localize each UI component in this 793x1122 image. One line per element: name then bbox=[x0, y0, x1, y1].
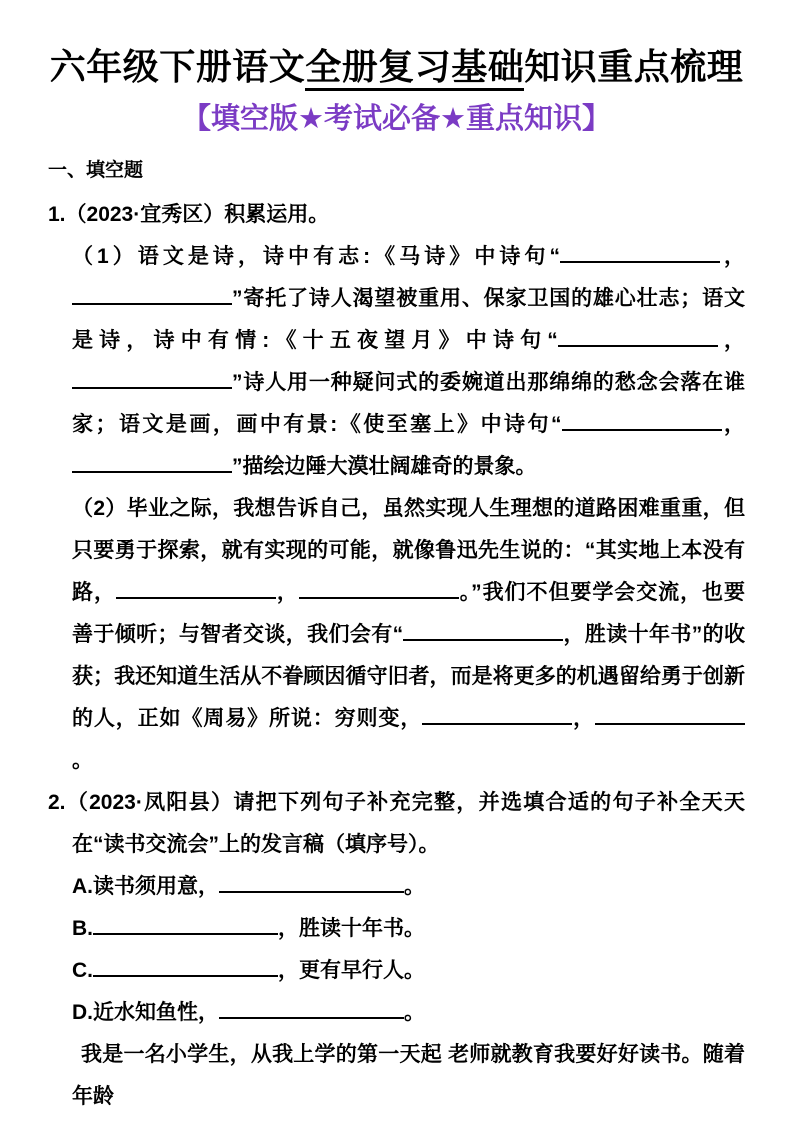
option-a bbox=[72, 866, 745, 908]
text-run: A.读书须用意， bbox=[72, 875, 219, 898]
fill-in-blank bbox=[72, 383, 232, 389]
question-1-part-2 bbox=[72, 488, 745, 782]
fill-in-blank bbox=[72, 467, 232, 473]
document-subtitle: 【填空版★考试必备★重点知识】 bbox=[182, 103, 611, 135]
fill-in-blank bbox=[595, 719, 745, 725]
text-run: 。 bbox=[72, 749, 93, 772]
title-underlined-text: 全册复习基础 bbox=[305, 46, 524, 91]
title-text-post: 知识重点梳理 bbox=[524, 46, 744, 87]
option-b bbox=[72, 908, 745, 950]
text-run: ，胜读十年书。 bbox=[278, 917, 425, 940]
text-run: （1）语文是诗，诗中有志:《马诗》中诗句“ bbox=[72, 245, 560, 268]
question-1-part-1 bbox=[72, 236, 745, 488]
fill-in-blank bbox=[116, 593, 276, 599]
fill-in-blank bbox=[562, 425, 722, 431]
document-title bbox=[48, 44, 745, 89]
fill-in-blank bbox=[403, 635, 563, 641]
fill-in-blank bbox=[560, 257, 720, 263]
fill-in-blank bbox=[422, 719, 572, 725]
closing-paragraph bbox=[72, 1034, 745, 1118]
text-run: ， bbox=[721, 413, 745, 436]
fill-in-blank bbox=[93, 971, 278, 977]
text-run: ， bbox=[717, 329, 745, 352]
text-run: ，胜读十年书”的收获；我还知道生活从不眷顾因循守旧者，而是将更多的机遇留给勇于创新的人，正如《周易》所说：穷则变， bbox=[72, 623, 745, 730]
option-c bbox=[72, 950, 745, 992]
text-run: ”诗人用一种疑问式的委婉道出那绵绵的愁念会落在谁家；语文是画，画中有景:《使至塞上》中诗句“ bbox=[72, 371, 745, 436]
text-run: B. bbox=[72, 917, 93, 940]
fill-in-blank bbox=[219, 887, 404, 893]
text-run: D.近水知鱼性， bbox=[72, 1001, 219, 1024]
content-area bbox=[48, 194, 745, 1118]
text-run: ， bbox=[719, 245, 746, 268]
text-run: ，更有早行人。 bbox=[278, 959, 425, 982]
text-run: 我是一名小学生，从我上学的第一天起 老师就教育我要好好读书。随着年龄 bbox=[72, 1043, 745, 1108]
fill-in-blank bbox=[219, 1013, 404, 1019]
text-run: 1.（2023·宜秀区）积累运用。 bbox=[48, 203, 330, 226]
question-2-header bbox=[48, 782, 745, 866]
title-text-pre: 六年级下册语文 bbox=[49, 46, 306, 87]
section-heading: 一、填空题 bbox=[48, 160, 144, 181]
text-run: ”寄托了诗人渴望被重用、保家卫国的雄心壮志；语文是诗，诗中有情:《十五夜望月》中诗句“ bbox=[72, 287, 745, 352]
text-run: 2.（2023·凤阳县）请把下列句子补充完整，并选填合适的句子补全天天在“读书交流会”上的发言稿（填序号）。 bbox=[48, 791, 745, 856]
text-run: ， bbox=[572, 707, 596, 730]
fill-in-blank bbox=[72, 299, 232, 305]
question-1-header bbox=[48, 194, 745, 236]
text-run: ， bbox=[275, 581, 299, 604]
option-d bbox=[72, 992, 745, 1034]
text-run: 。 bbox=[404, 875, 425, 898]
text-run: C. bbox=[72, 959, 93, 982]
fill-in-blank bbox=[299, 593, 459, 599]
fill-in-blank bbox=[558, 341, 718, 347]
text-run: （2）毕业之际，我想告诉自己，虽然实现人生理想的道路困难重重，但只要勇于探索，就有实现的可能，就像鲁迅先生说的：“其实地上本没有路， bbox=[72, 497, 745, 604]
fill-in-blank bbox=[93, 929, 278, 935]
text-run: ”描绘边陲大漠壮阔雄奇的景象。 bbox=[232, 455, 537, 478]
text-run: 。 bbox=[404, 1001, 425, 1024]
text-run: 。”我们不但要学会交流，也要善于倾听；与智者交谈，我们会有“ bbox=[72, 581, 746, 646]
